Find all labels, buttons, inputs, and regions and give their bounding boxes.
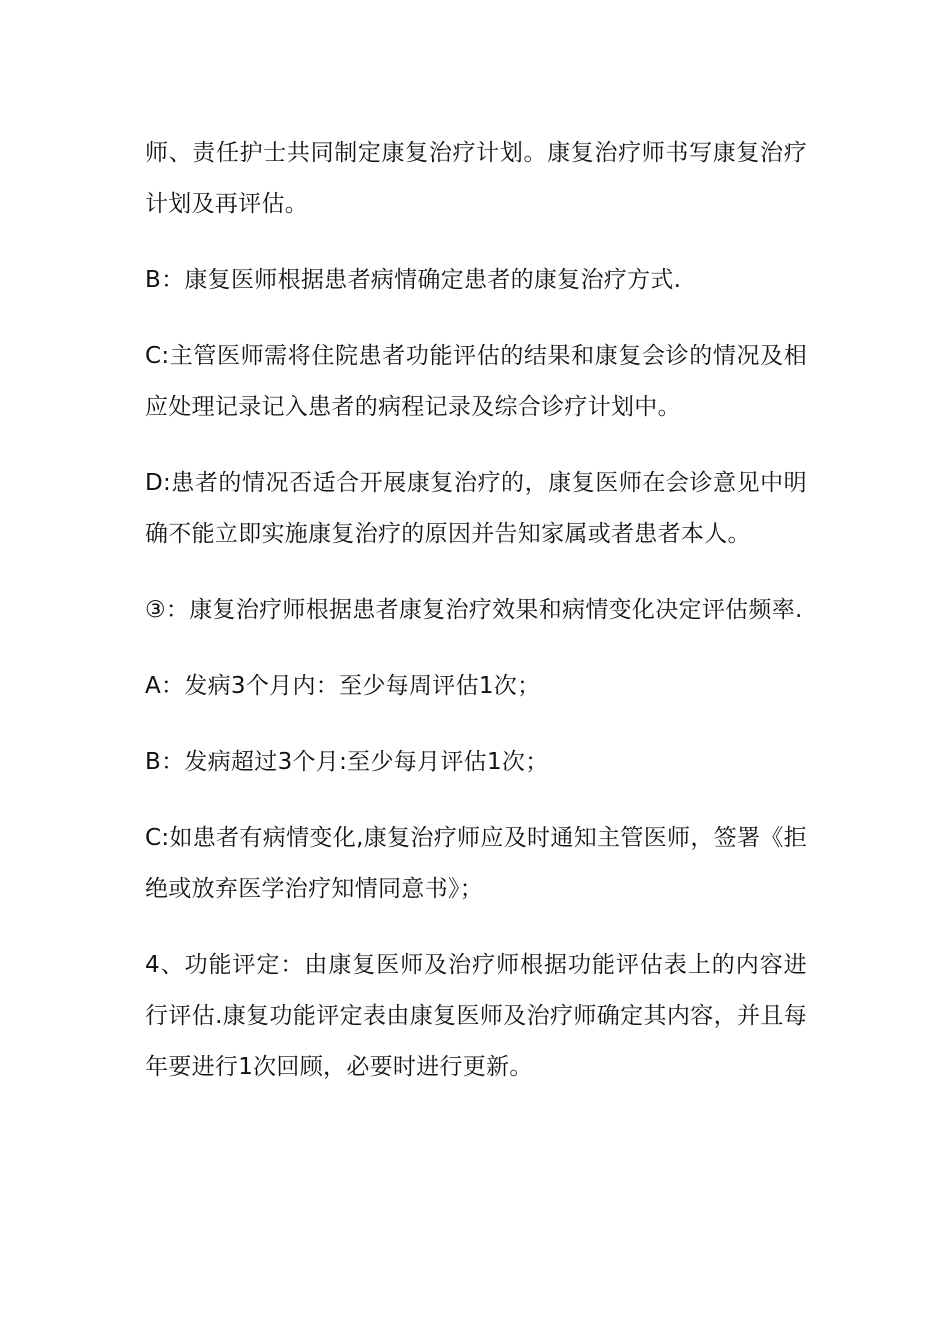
paragraph-a-within-3-months: A：发病3个月内：至少每周评估1次；: [145, 673, 541, 699]
paragraph-3-evaluation-frequency: ③：康复治疗师根据患者康复治疗效果和病情变化决定评估频率.: [145, 597, 803, 623]
paragraph-b-over-3-months: B：发病超过3个月:至少每月评估1次；: [145, 749, 549, 775]
paragraph-c-record-results: C:主管医师需将住院患者功能评估的结果和康复会诊的情况及相应处理记录记入患者的病程记录及综合诊疗计划中。: [145, 343, 807, 420]
paragraph-d-not-suitable: D:患者的情况否适合开展康复治疗的，康复医师在会诊意见中明确不能立即实施康复治疗的原因并告知家属或者患者本人。: [145, 470, 807, 547]
paragraph-4-function-assessment: 4、功能评定：由康复医师及治疗师根据功能评估表上的内容进行评估.康复功能评定表由康复医师及治疗师确定其内容，并且每年要进行1次回顾，必要时进行更新。: [145, 952, 807, 1080]
paragraph-plan-continuation: 师、责任护士共同制定康复治疗计划。康复治疗师书写康复治疗计划及再评估。: [145, 140, 807, 217]
document-body: [145, 128, 807, 1118]
paragraph-b-treatment-method: B：康复医师根据患者病情确定患者的康复治疗方式.: [145, 267, 682, 293]
paragraph-c-condition-change: C:如患者有病情变化,康复治疗师应及时通知主管医师，签署《拒绝或放弃医学治疗知情同意书》；: [145, 825, 807, 902]
